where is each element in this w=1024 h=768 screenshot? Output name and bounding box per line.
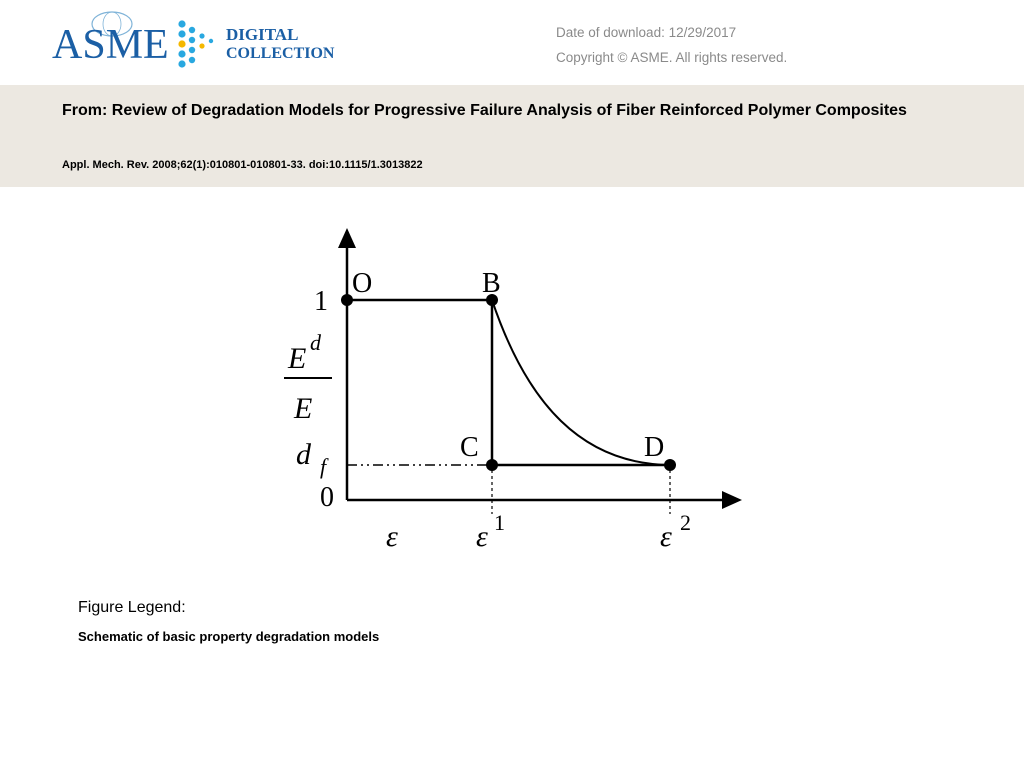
x-tick-epsilon1-sup: 1: [494, 510, 505, 535]
point-d-label: D: [644, 432, 665, 463]
logo-asme-text: ASME: [52, 22, 169, 68]
download-date: 12/29/2017: [668, 25, 737, 40]
y-tick-one: 1: [314, 286, 328, 317]
x-tick-epsilon2: ε: [660, 520, 672, 550]
y-tick-zero: 0: [320, 482, 334, 513]
x-tick-epsilon1: ε: [476, 520, 488, 550]
y-axis-arrow: [338, 228, 356, 248]
copyright-notice: Copyright © ASME. All rights reserved.: [556, 50, 788, 65]
x-axis-arrow: [722, 491, 742, 509]
header: [0, 0, 1024, 85]
x-tick-epsilon2-sup: 2: [680, 510, 691, 535]
asme-digital-collection-logo[interactable]: [52, 10, 352, 74]
download-label: Date of download:: [556, 25, 665, 40]
y-label-denominator: E: [294, 392, 313, 425]
point-c-marker: [486, 459, 498, 471]
x-axis-label: ε: [386, 520, 398, 550]
download-date-line: [556, 20, 787, 45]
point-o-label: O: [352, 268, 373, 299]
point-d-marker: [664, 459, 676, 471]
logo-dots-icon: [178, 20, 213, 67]
y-tick-df: d: [296, 438, 311, 471]
figure-legend-text: Schematic of basic property degradation models: [78, 629, 380, 644]
y-label-numerator-sup: d: [310, 330, 321, 355]
figure-legend-heading: Figure Legend:: [78, 599, 186, 616]
point-b-label: B: [482, 268, 501, 299]
point-c-label: C: [460, 432, 479, 463]
download-info: [556, 20, 787, 70]
logo-digital-text: DIGITAL: [226, 25, 299, 44]
article-citation: Appl. Mech. Rev. 2008;62(1):010801-010801-33. doi:10.1115/1.3013822: [62, 159, 423, 171]
degradation-model-figure: [282, 224, 742, 550]
y-label-numerator: E: [288, 342, 307, 375]
article-title: From: Review of Degradation Models for Progressive Failure Analysis of Fiber Reinforced Polymer Composites: [62, 102, 907, 119]
logo-collection-text: COLLECTION: [226, 45, 335, 62]
y-tick-df-sub: f: [320, 454, 327, 479]
